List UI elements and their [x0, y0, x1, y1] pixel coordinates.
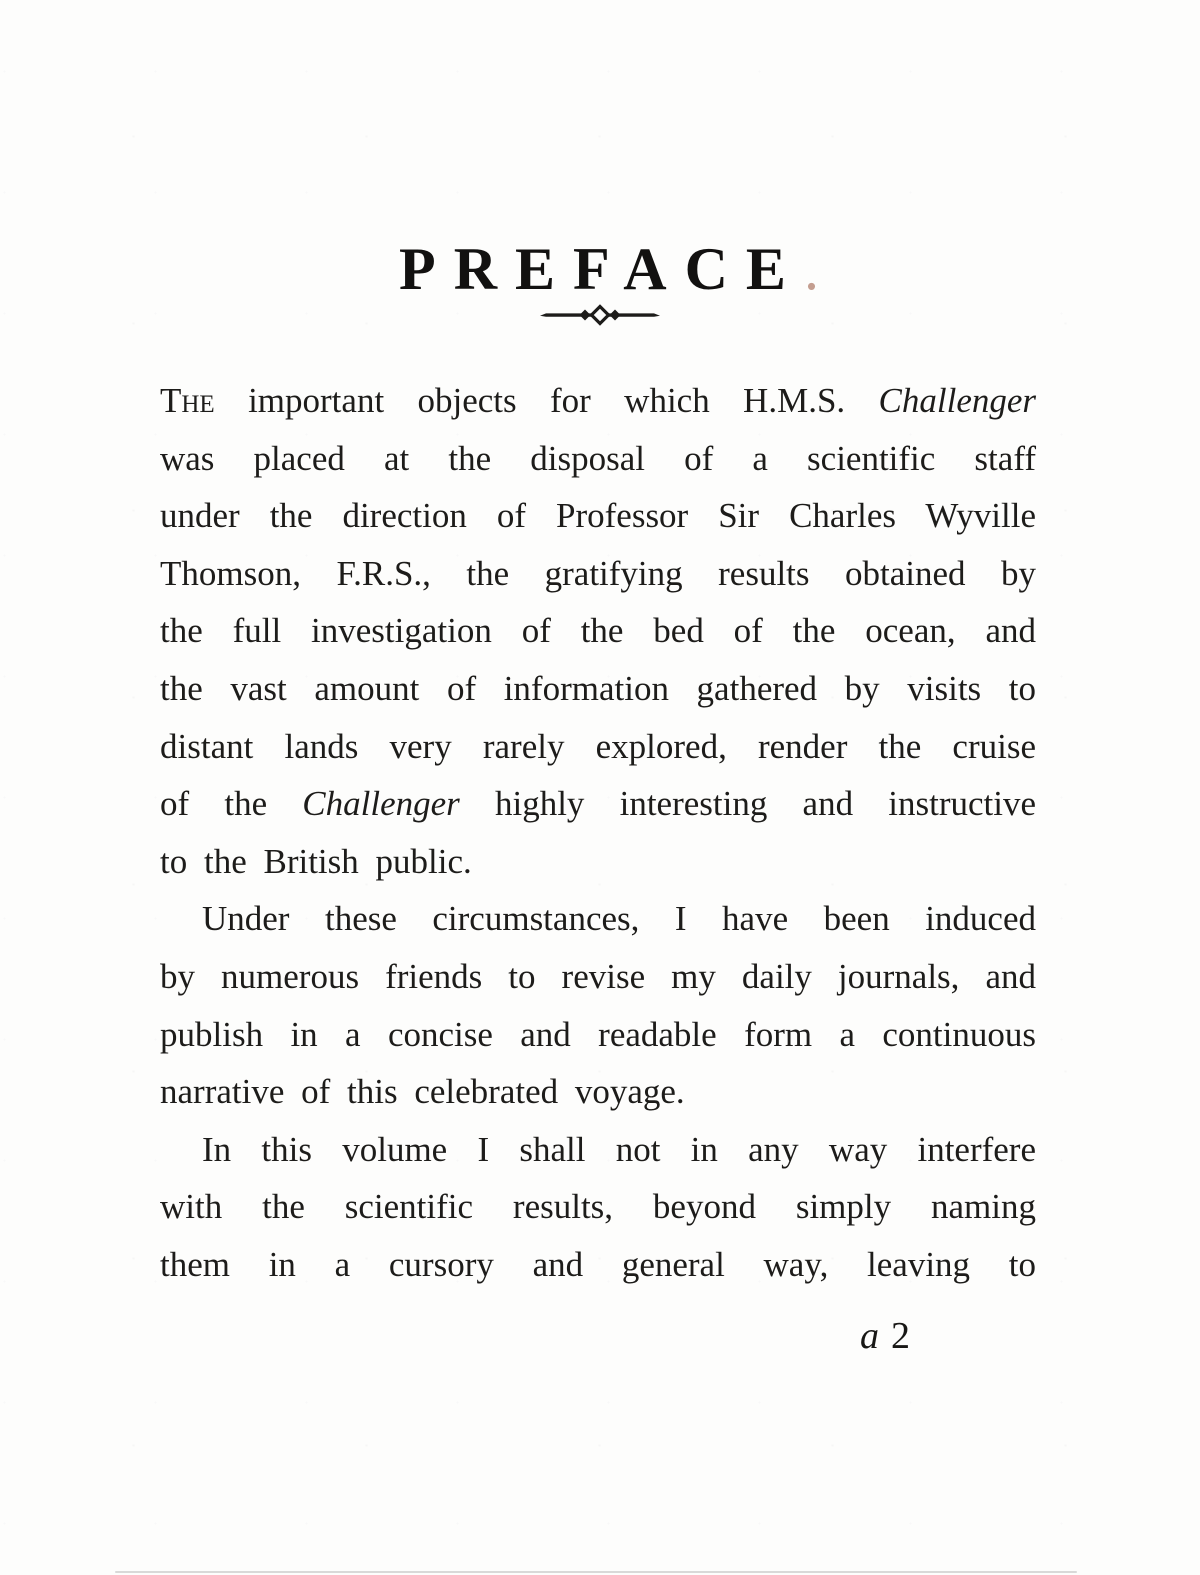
signature-letter: a — [860, 1315, 879, 1357]
text-line — [160, 372, 1036, 430]
smallcaps-word: The — [160, 381, 215, 420]
ship-name-italic: Challenger — [302, 784, 460, 824]
text-line: the vast amount of information gathered by visits to — [160, 668, 1036, 708]
page-title-text: PREFACE — [399, 236, 804, 303]
text-line: with the scientific results, beyond simply naming — [160, 1187, 1036, 1227]
page-title — [0, 236, 1200, 302]
signature-number: 2 — [891, 1315, 910, 1357]
paragraph-2 — [160, 890, 1036, 1120]
text-line: was placed at the disposal of a scientific staff — [160, 438, 1036, 478]
diamond-rule-icon — [540, 303, 660, 327]
text-line: narrative of this celebrated voyage. — [160, 1072, 685, 1112]
ship-name-italic: Challenger — [878, 381, 1037, 420]
text-line — [160, 775, 1036, 833]
line-text: important objects for which H.M.S. — [248, 381, 846, 420]
text-line: them in a cursory and general way, leaving to — [160, 1244, 1036, 1284]
paragraph-1 — [160, 372, 1036, 890]
text-line: under the direction of Professor Sir Charles Wyville — [160, 496, 1036, 536]
text-line: Under these circumstances, I have been induced — [202, 899, 1036, 939]
line-text: highly interesting and instructive — [494, 784, 1036, 824]
text-line: Thomson, F.R.S., the gratifying results obtained by — [160, 553, 1036, 593]
divider-ornament — [0, 303, 1200, 332]
text-line: to the British public. — [160, 841, 472, 881]
text-line: In this volume I shall not in any way interfere — [202, 1129, 1036, 1169]
body-text — [160, 372, 1036, 1294]
text-line: publish in a concise and readable form a continuous — [160, 1014, 1036, 1054]
signature-mark — [160, 1312, 910, 1360]
page-title-period: . — [803, 236, 819, 303]
text-line: by numerous friends to revise my daily journals, and — [160, 956, 1036, 996]
page-bottom-scan-edge — [115, 1571, 1077, 1573]
text-line: distant lands very rarely explored, render the cruise — [160, 726, 1036, 766]
text-line: the full investigation of the bed of the ocean, and — [160, 611, 1036, 651]
paragraph-3 — [160, 1121, 1036, 1294]
line-text: of the — [160, 784, 268, 824]
